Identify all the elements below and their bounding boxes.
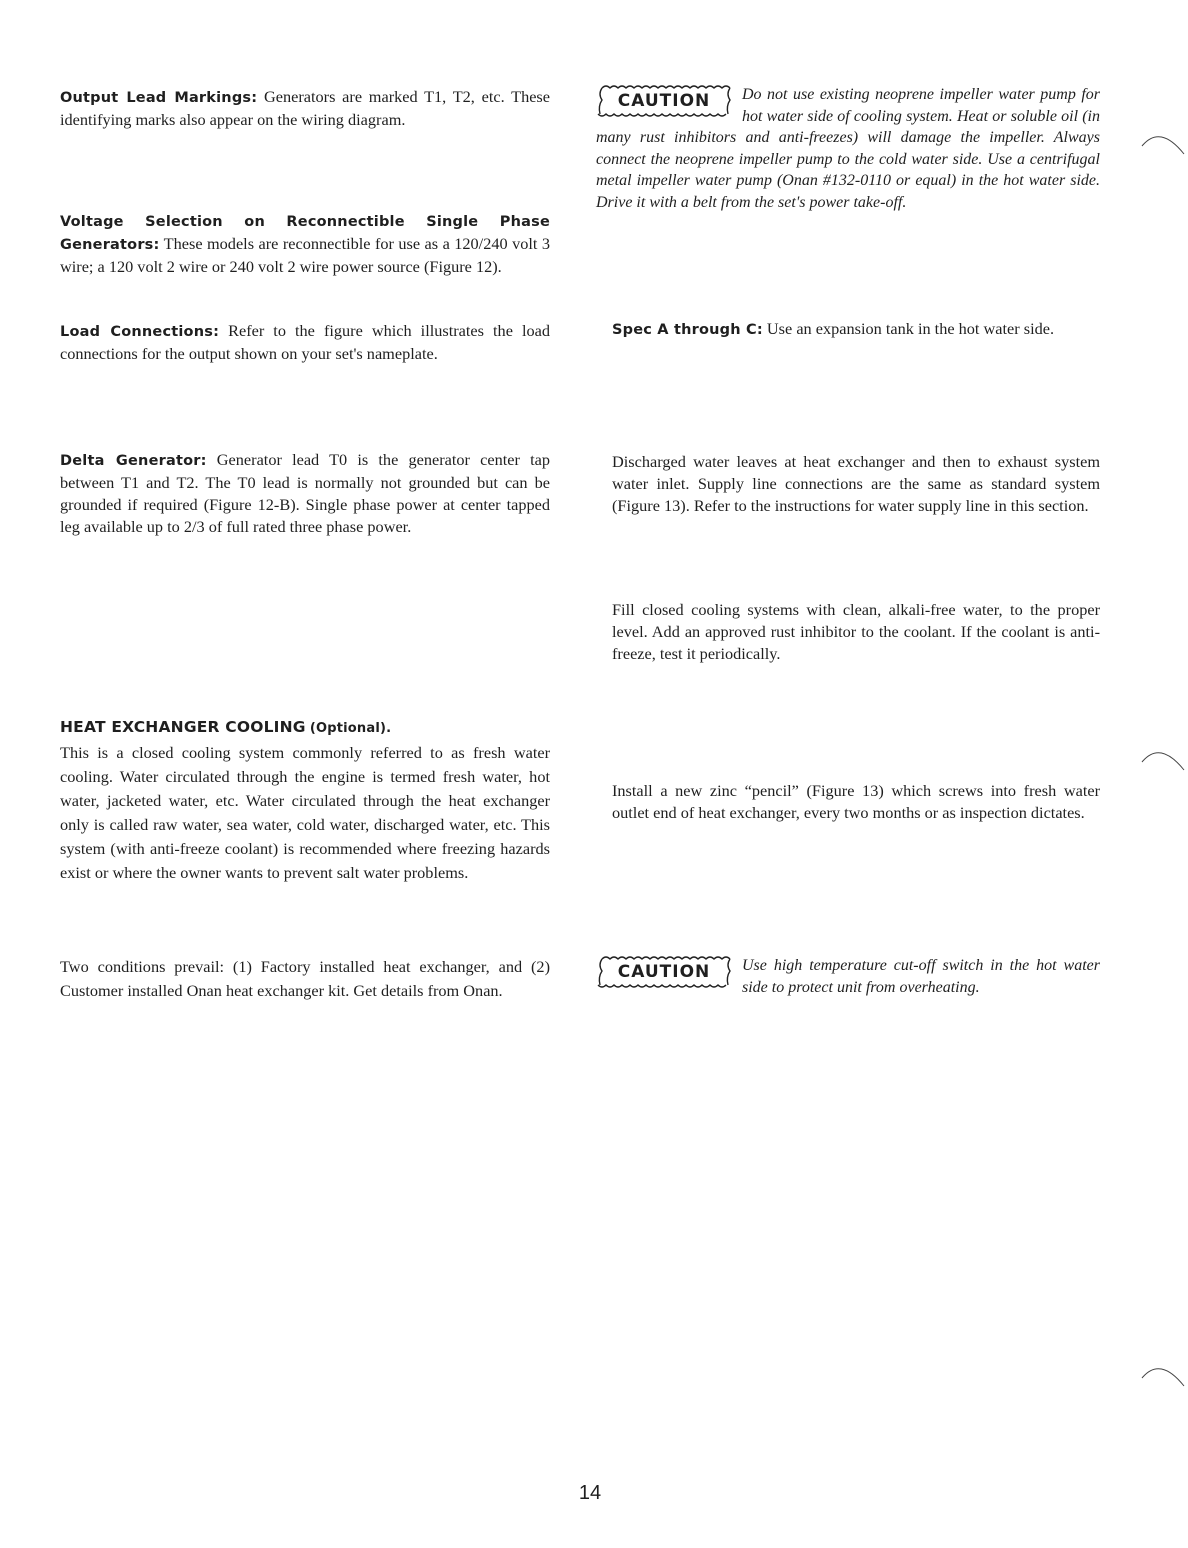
heat-exchanger-heading-suffix: (Optional). (309, 721, 392, 736)
load-connections-text: Refer to the figure which illustrates the load connections for the output shown on your set's nameplate. (60, 321, 550, 363)
heat-exchanger-paragraph-2: Two conditions prevail: (1) Factory installed heat exchanger, and (2) Customer installed Onan heat exchanger kit. Get details from Onan. (60, 957, 550, 1000)
output-lead-markings-text: Generators are marked T1, T2, etc. These identifying marks also appear on the wiring diagram. (60, 87, 550, 129)
caution-text-1: Do not use existing neoprene impeller water pump for hot water side of cooling system. Heat or soluble oil (in many rust inhibitors and anti-freezes) will damage the impeller. Always connect the neoprene impeller pump to the cold water side. Use a centrifugal metal impeller water pump (Onan #132-0110 or equal) in the hot water side. Drive it with a belt from the set's power take-off. (596, 86, 1100, 211)
caution-badge-1 (596, 84, 732, 118)
output-lead-markings-heading: Output Lead Markings: (60, 90, 258, 106)
punch-hole-arc-icon (1140, 1360, 1188, 1390)
caution-note-1 (596, 84, 1100, 213)
voltage-selection-heading: Voltage Selection on Reconnectible Single Phase Generators: (60, 214, 550, 253)
punch-hole-arc-icon (1140, 128, 1188, 158)
delta-generator-heading: Delta Generator: (60, 453, 207, 469)
caution-badge-2 (596, 955, 732, 989)
heat-exchanger-heading: HEAT EXCHANGER COOLING (60, 718, 306, 736)
page-number: 14 (578, 1482, 602, 1504)
spec-paragraph (612, 318, 1100, 341)
caution-label-1: CAUTION (617, 91, 711, 111)
voltage-selection-text: These models are reconnectible for use as a 120/240 volt 3 wire; a 120 volt 2 wire or 240 volt 2 wire power source (Figure 12). (60, 234, 550, 276)
voltage-selection-paragraph (60, 210, 550, 278)
load-connections-paragraph (60, 320, 550, 365)
caution-note-2 (596, 955, 1100, 998)
spec-heading: Spec A through C: (612, 322, 763, 338)
caution-text-2: Use high temperature cut-off switch in the hot water side to protect unit from overheating. (742, 957, 1100, 996)
punch-hole-arc-icon (1140, 744, 1188, 774)
fill-cooling-paragraph: Fill closed cooling systems with clean, alkali-free water, to the proper level. Add an approved rust inhibitor to the coolant. If the coolant is anti-freeze, test it periodically. (612, 600, 1100, 663)
delta-generator-paragraph (60, 449, 550, 538)
spec-text: Use an expansion tank in the hot water side. (762, 319, 1055, 338)
zinc-pencil-paragraph: Install a new zinc “pencil” (Figure 13) which screws into fresh water outlet end of heat exchanger, every two months or as inspection dictates. (612, 781, 1100, 822)
load-connections-heading: Load Connections: (60, 324, 220, 340)
output-lead-markings-paragraph (60, 86, 550, 131)
delta-generator-text: Generator lead T0 is the generator center tap between T1 and T2. The T0 lead is normally not grounded but can be grounded if required (Figure 12-B). Single phase power at center tapped leg available up to 2/3 of full rated three phase power. (60, 450, 550, 536)
discharged-water-paragraph: Discharged water leaves at heat exchanger and then to exhaust system water inlet. Supply line connections are the same as standard system (Figure 13). Refer to the instructions for water supply line in this section. (612, 452, 1100, 515)
heat-exchanger-paragraph-1: This is a closed cooling system commonly referred to as fresh water cooling. Water circulated through the engine is termed fresh water, hot water, jacketed water, etc. Water circulated through the heat exchanger only is called raw water, sea water, cold water, discharged water, etc. This system (with anti-freeze coolant) is recommended where freezing hazards exist or where the owner wants to prevent salt water problems. (60, 743, 550, 882)
heat-exchanger-heading-line (60, 716, 550, 740)
caution-label-2: CAUTION (617, 962, 711, 982)
